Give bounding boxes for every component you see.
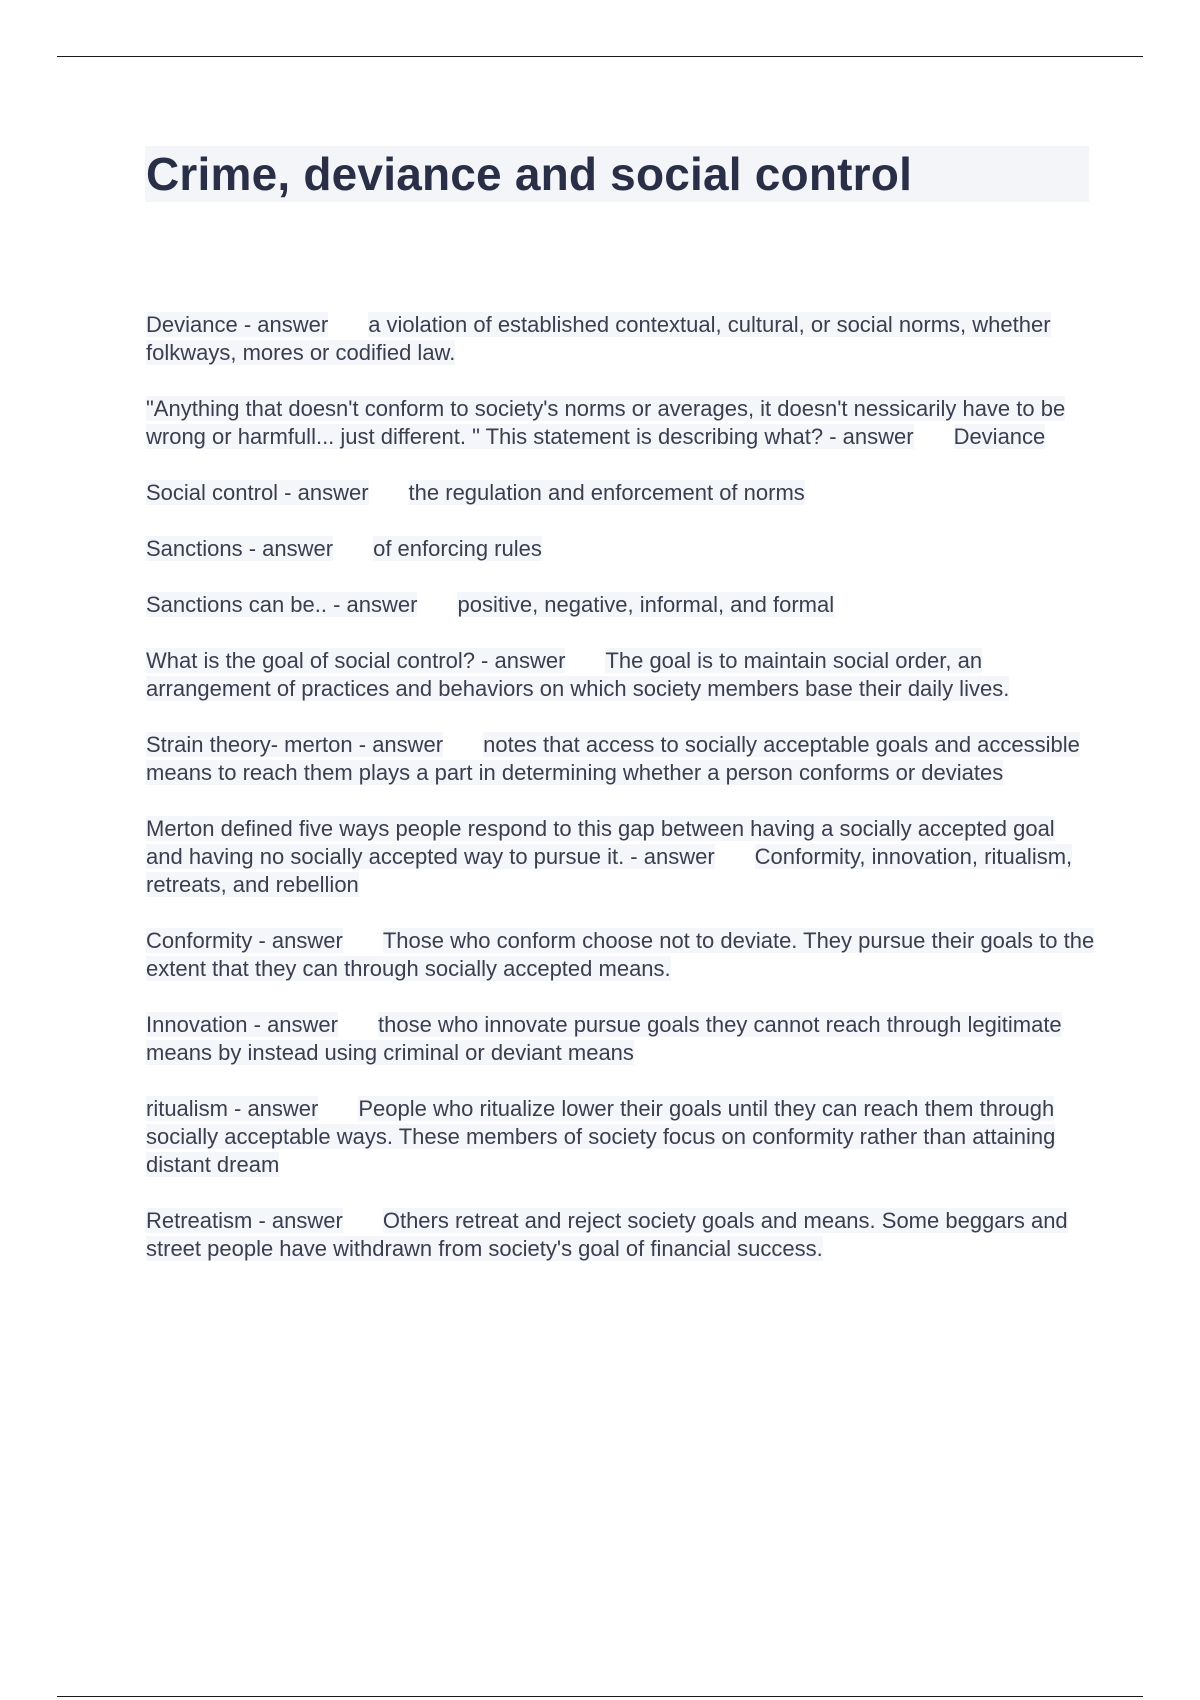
qa-item: [146, 1207, 1096, 1263]
qa-item: [146, 647, 1096, 703]
qa-question: Deviance - answer: [146, 312, 329, 337]
qa-question: Social control - answer: [146, 480, 369, 505]
qa-item: [146, 1011, 1096, 1067]
qa-answer: those who innovate pursue goals they cannot reach through legitimate means by instead using criminal or deviant means: [146, 1012, 1062, 1065]
qa-answer: a violation of established contextual, cultural, or social norms, whether folkways, mores or codified law.: [146, 312, 1051, 365]
qa-question: Innovation - answer: [146, 1012, 338, 1037]
page-title: Crime, deviance and social control: [146, 148, 913, 200]
top-rule: [57, 56, 1143, 57]
qa-item: [146, 535, 1096, 563]
qa-item: [146, 311, 1096, 367]
qa-item: [146, 731, 1096, 787]
qa-item: [146, 395, 1096, 451]
qa-item: [146, 815, 1096, 899]
qa-answer: of enforcing rules: [373, 536, 542, 561]
qa-item: [146, 927, 1096, 983]
qa-question: Strain theory- merton - answer: [146, 732, 444, 757]
qa-answer: positive, negative, informal, and formal: [457, 592, 835, 617]
qa-question: Sanctions can be.. - answer: [146, 592, 418, 617]
qa-item: [146, 479, 1096, 507]
qa-question: Sanctions - answer: [146, 536, 334, 561]
bottom-rule: [57, 1696, 1143, 1697]
qa-question: Merton defined five ways people respond to this gap between having a socially accepted goal and having no socially accepted way to pursue it. - answer: [146, 816, 1055, 869]
qa-question: What is the goal of social control? - answer: [146, 648, 566, 673]
qa-answer: Those who conform choose not to deviate. They pursue their goals to the extent that they can through socially accepted means.: [146, 928, 1095, 981]
qa-question: Retreatism - answer: [146, 1208, 343, 1233]
qa-answer: Deviance: [953, 424, 1046, 449]
qa-answer: notes that access to socially acceptable goals and accessible means to reach them plays a part in determining whether a person conforms or deviates: [146, 732, 1080, 785]
qa-answer: The goal is to maintain social order, an arrangement of practices and behaviors on which society members base their daily lives.: [146, 648, 1010, 701]
qa-item: [146, 1095, 1096, 1179]
qa-question: Conformity - answer: [146, 928, 343, 953]
qa-answer: Conformity, innovation, ritualism, retreats, and rebellion: [146, 844, 1073, 897]
qa-answer: the regulation and enforcement of norms: [408, 480, 805, 505]
qa-answer: People who ritualize lower their goals until they can reach them through socially acceptable ways. These members of society focus on conformity rather than attaining distant dream: [146, 1096, 1056, 1177]
qa-item: [146, 591, 1096, 619]
qa-list: [146, 311, 1096, 1291]
qa-question: ritualism - answer: [146, 1096, 319, 1121]
qa-question: "Anything that doesn't conform to society's norms or averages, it doesn't nessicarily have to be wrong or harmfull... just different. " This statement is describing what? - answer: [146, 396, 1066, 449]
qa-answer: Others retreat and reject society goals and means. Some beggars and street people have withdrawn from society's goal of financial success.: [146, 1208, 1068, 1261]
